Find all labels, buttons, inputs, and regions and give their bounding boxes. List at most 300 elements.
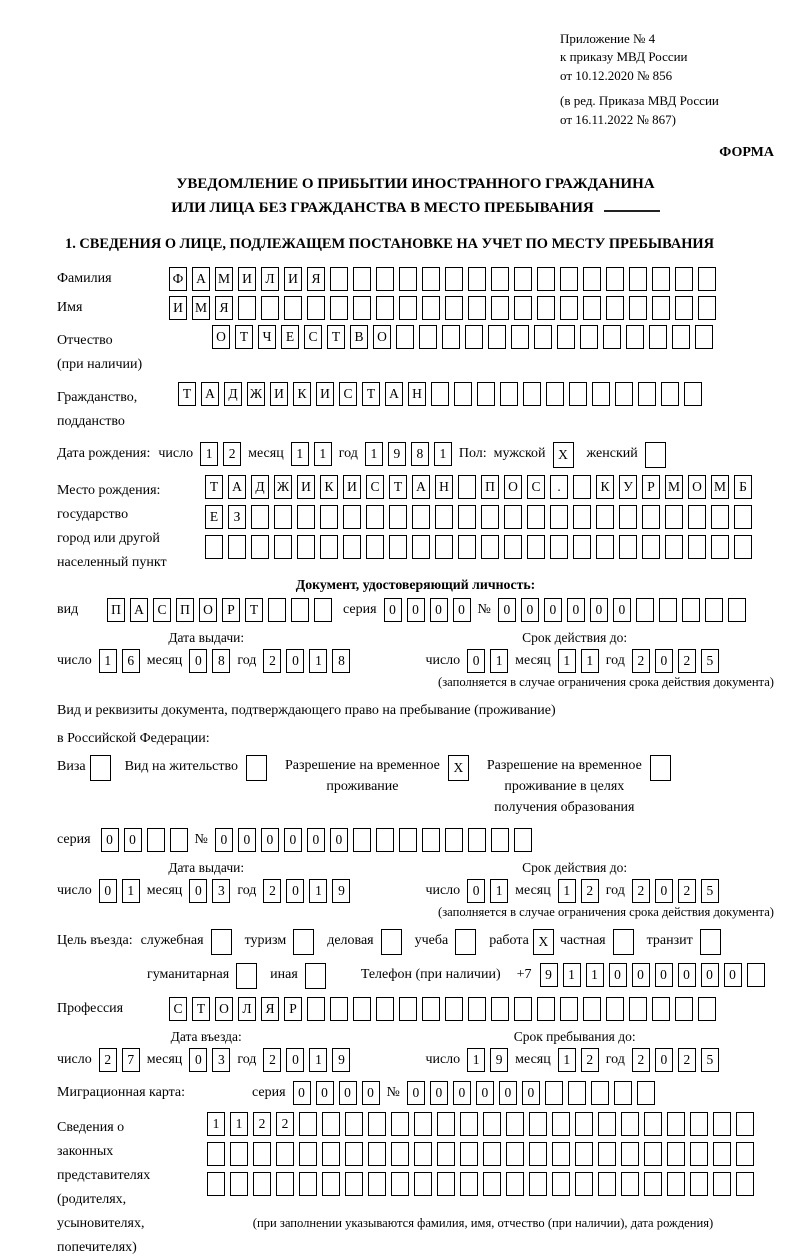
char-cell-empty[interactable]: [550, 505, 568, 529]
char-cell-filled[interactable]: 1: [365, 442, 383, 466]
char-cell-empty[interactable]: [504, 535, 522, 559]
char-cell-empty[interactable]: [330, 267, 348, 291]
char-cell-filled[interactable]: И: [270, 382, 288, 406]
char-cell-empty[interactable]: [688, 535, 706, 559]
char-cell-filled[interactable]: К: [293, 382, 311, 406]
char-cell-filled[interactable]: 1: [563, 963, 581, 987]
char-cell-empty[interactable]: [529, 1172, 547, 1196]
char-cell-filled[interactable]: Ж: [247, 382, 265, 406]
char-cell-filled[interactable]: С: [366, 475, 384, 499]
char-cell-filled[interactable]: 0: [522, 1081, 540, 1105]
char-cell-empty[interactable]: [552, 1112, 570, 1136]
char-cell-filled[interactable]: 0: [498, 598, 516, 622]
char-cell-empty[interactable]: [545, 1081, 563, 1105]
char-cell-empty[interactable]: [458, 475, 476, 499]
char-cell-empty[interactable]: [736, 1142, 754, 1166]
char-cell-filled[interactable]: 6: [122, 649, 140, 673]
char-cell-empty[interactable]: [606, 267, 624, 291]
char-cell-filled[interactable]: 1: [467, 1048, 485, 1072]
char-cell-filled[interactable]: 0: [286, 879, 304, 903]
char-cell-filled[interactable]: 2: [253, 1112, 271, 1136]
char-cell-filled[interactable]: У: [619, 475, 637, 499]
char-cell-filled[interactable]: 0: [293, 1081, 311, 1105]
char-cell-empty[interactable]: [629, 997, 647, 1021]
char-cell-filled[interactable]: 0: [655, 1048, 673, 1072]
char-cell-filled[interactable]: Д: [224, 382, 242, 406]
char-cell-empty[interactable]: [454, 382, 472, 406]
char-cell-empty[interactable]: [491, 296, 509, 320]
char-cell-filled[interactable]: 1: [314, 442, 332, 466]
char-cell-empty[interactable]: [644, 1172, 662, 1196]
char-cell-empty[interactable]: [747, 963, 765, 987]
char-cell-filled[interactable]: Б: [734, 475, 752, 499]
char-cell-empty[interactable]: [491, 997, 509, 1021]
char-cell-filled[interactable]: 0: [101, 828, 119, 852]
char-cell-filled[interactable]: А: [385, 382, 403, 406]
char-cell-filled[interactable]: И: [284, 267, 302, 291]
char-cell-empty[interactable]: [675, 267, 693, 291]
char-cell-empty[interactable]: [690, 1142, 708, 1166]
char-cell-empty[interactable]: [649, 325, 667, 349]
char-cell-filled[interactable]: М: [215, 267, 233, 291]
char-cell-empty[interactable]: [621, 1172, 639, 1196]
char-cell-filled[interactable]: 0: [590, 598, 608, 622]
char-cell-empty[interactable]: [422, 828, 440, 852]
char-cell-empty[interactable]: [537, 267, 555, 291]
char-cell-filled[interactable]: О: [504, 475, 522, 499]
char-cell-filled[interactable]: А: [201, 382, 219, 406]
char-cell-empty[interactable]: [431, 382, 449, 406]
char-cell-filled[interactable]: 0: [124, 828, 142, 852]
char-cell-empty[interactable]: [514, 296, 532, 320]
char-cell-empty[interactable]: [711, 535, 729, 559]
char-cell-filled[interactable]: 2: [581, 879, 599, 903]
char-cell-filled[interactable]: 2: [263, 649, 281, 673]
char-cell-filled[interactable]: 0: [453, 1081, 471, 1105]
char-cell-empty[interactable]: [381, 929, 402, 955]
char-cell-empty[interactable]: [90, 755, 111, 781]
char-cell-empty[interactable]: [376, 267, 394, 291]
char-cell-filled[interactable]: 5: [701, 879, 719, 903]
char-cell-empty[interactable]: [705, 598, 723, 622]
char-cell-filled[interactable]: Н: [408, 382, 426, 406]
char-cell-empty[interactable]: [619, 505, 637, 529]
char-cell-filled[interactable]: 0: [567, 598, 585, 622]
char-cell-empty[interactable]: [391, 1172, 409, 1196]
char-cell-filled[interactable]: Ж: [274, 475, 292, 499]
char-cell-empty[interactable]: [276, 1142, 294, 1166]
char-cell-filled[interactable]: А: [192, 267, 210, 291]
char-cell-empty[interactable]: [592, 382, 610, 406]
char-cell-filled[interactable]: 2: [678, 879, 696, 903]
char-cell-empty[interactable]: [598, 1112, 616, 1136]
char-cell-empty[interactable]: [626, 325, 644, 349]
char-cell-empty[interactable]: [483, 1172, 501, 1196]
char-cell-empty[interactable]: [557, 325, 575, 349]
char-cell-empty[interactable]: [523, 382, 541, 406]
char-cell-empty[interactable]: [468, 296, 486, 320]
char-cell-filled[interactable]: 0: [189, 649, 207, 673]
char-cell-empty[interactable]: [236, 963, 257, 989]
char-cell-filled[interactable]: Т: [205, 475, 223, 499]
char-cell-empty[interactable]: [170, 828, 188, 852]
char-cell-empty[interactable]: [445, 296, 463, 320]
char-cell-empty[interactable]: [353, 828, 371, 852]
char-cell-filled[interactable]: 2: [632, 649, 650, 673]
char-cell-filled[interactable]: С: [527, 475, 545, 499]
char-cell-empty[interactable]: [621, 1112, 639, 1136]
char-cell-filled[interactable]: 1: [490, 649, 508, 673]
char-cell-empty[interactable]: [293, 929, 314, 955]
char-cell-empty[interactable]: [253, 1172, 271, 1196]
char-cell-filled[interactable]: 1: [558, 879, 576, 903]
char-cell-empty[interactable]: [391, 1112, 409, 1136]
char-cell-empty[interactable]: [345, 1142, 363, 1166]
char-cell-filled[interactable]: 2: [263, 879, 281, 903]
char-cell-empty[interactable]: [514, 267, 532, 291]
char-cell-filled[interactable]: 0: [655, 879, 673, 903]
char-cell-empty[interactable]: [343, 535, 361, 559]
char-cell-empty[interactable]: [230, 1142, 248, 1166]
char-cell-empty[interactable]: [445, 997, 463, 1021]
char-cell-empty[interactable]: [514, 997, 532, 1021]
char-cell-filled[interactable]: 2: [678, 1048, 696, 1072]
char-cell-empty[interactable]: [230, 1172, 248, 1196]
char-cell-empty[interactable]: [481, 505, 499, 529]
char-cell-filled[interactable]: 0: [430, 1081, 448, 1105]
char-cell-empty[interactable]: [644, 1112, 662, 1136]
char-cell-empty[interactable]: [435, 535, 453, 559]
char-cell-filled[interactable]: О: [688, 475, 706, 499]
char-cell-filled[interactable]: Т: [235, 325, 253, 349]
char-cell-filled[interactable]: Т: [327, 325, 345, 349]
char-cell-empty[interactable]: [491, 828, 509, 852]
char-cell-empty[interactable]: [672, 325, 690, 349]
char-cell-empty[interactable]: [389, 505, 407, 529]
char-cell-empty[interactable]: [299, 1142, 317, 1166]
char-cell-empty[interactable]: [614, 1081, 632, 1105]
char-cell-empty[interactable]: [636, 598, 654, 622]
char-cell-empty[interactable]: [511, 325, 529, 349]
char-cell-empty[interactable]: [422, 997, 440, 1021]
char-cell-empty[interactable]: [460, 1142, 478, 1166]
char-cell-empty[interactable]: [419, 325, 437, 349]
char-cell-empty[interactable]: [399, 828, 417, 852]
char-cell-filled[interactable]: 2: [678, 649, 696, 673]
char-cell-filled[interactable]: 0: [430, 598, 448, 622]
char-cell-empty[interactable]: [713, 1142, 731, 1166]
char-cell-empty[interactable]: [261, 296, 279, 320]
char-cell-filled[interactable]: 1: [122, 879, 140, 903]
char-cell-empty[interactable]: [514, 828, 532, 852]
char-cell-filled[interactable]: Т: [192, 997, 210, 1021]
char-cell-empty[interactable]: [343, 505, 361, 529]
char-cell-filled[interactable]: X: [533, 929, 554, 955]
char-cell-empty[interactable]: [560, 997, 578, 1021]
char-cell-empty[interactable]: [665, 535, 683, 559]
char-cell-empty[interactable]: [575, 1112, 593, 1136]
char-cell-empty[interactable]: [465, 325, 483, 349]
char-cell-empty[interactable]: [477, 382, 495, 406]
char-cell-filled[interactable]: 0: [307, 828, 325, 852]
char-cell-filled[interactable]: 0: [609, 963, 627, 987]
char-cell-filled[interactable]: 0: [632, 963, 650, 987]
char-cell-empty[interactable]: [690, 1172, 708, 1196]
char-cell-empty[interactable]: [376, 296, 394, 320]
char-cell-empty[interactable]: [442, 325, 460, 349]
char-cell-empty[interactable]: [698, 296, 716, 320]
char-cell-filled[interactable]: О: [215, 997, 233, 1021]
char-cell-filled[interactable]: 0: [521, 598, 539, 622]
char-cell-empty[interactable]: [629, 267, 647, 291]
char-cell-empty[interactable]: [460, 1112, 478, 1136]
char-cell-empty[interactable]: [734, 535, 752, 559]
char-cell-empty[interactable]: [353, 296, 371, 320]
char-cell-empty[interactable]: [322, 1172, 340, 1196]
char-cell-empty[interactable]: [645, 442, 666, 468]
char-cell-filled[interactable]: Л: [238, 997, 256, 1021]
char-cell-empty[interactable]: [322, 1142, 340, 1166]
char-cell-empty[interactable]: [652, 997, 670, 1021]
char-cell-filled[interactable]: 0: [467, 649, 485, 673]
char-cell-filled[interactable]: П: [107, 598, 125, 622]
char-cell-empty[interactable]: [228, 535, 246, 559]
char-cell-empty[interactable]: [615, 382, 633, 406]
char-cell-empty[interactable]: [320, 505, 338, 529]
char-cell-empty[interactable]: [399, 296, 417, 320]
char-cell-filled[interactable]: С: [153, 598, 171, 622]
char-cell-filled[interactable]: 9: [332, 1048, 350, 1072]
char-cell-filled[interactable]: X: [553, 442, 574, 468]
char-cell-empty[interactable]: [583, 997, 601, 1021]
char-cell-empty[interactable]: [291, 598, 309, 622]
char-cell-filled[interactable]: Р: [284, 997, 302, 1021]
char-cell-empty[interactable]: [591, 1081, 609, 1105]
char-cell-filled[interactable]: 0: [613, 598, 631, 622]
char-cell-filled[interactable]: X: [448, 755, 469, 781]
char-cell-filled[interactable]: К: [320, 475, 338, 499]
char-cell-filled[interactable]: 1: [99, 649, 117, 673]
char-cell-filled[interactable]: К: [596, 475, 614, 499]
char-cell-empty[interactable]: [445, 828, 463, 852]
char-cell-filled[interactable]: 9: [490, 1048, 508, 1072]
char-cell-filled[interactable]: 0: [476, 1081, 494, 1105]
char-cell-filled[interactable]: А: [130, 598, 148, 622]
char-cell-filled[interactable]: 7: [122, 1048, 140, 1072]
char-cell-empty[interactable]: [644, 1142, 662, 1166]
char-cell-empty[interactable]: [345, 1112, 363, 1136]
char-cell-filled[interactable]: Т: [178, 382, 196, 406]
char-cell-filled[interactable]: Я: [215, 296, 233, 320]
char-cell-empty[interactable]: [422, 296, 440, 320]
char-cell-filled[interactable]: 2: [632, 1048, 650, 1072]
char-cell-empty[interactable]: [667, 1112, 685, 1136]
char-cell-empty[interactable]: [399, 267, 417, 291]
char-cell-filled[interactable]: 2: [276, 1112, 294, 1136]
char-cell-filled[interactable]: Н: [435, 475, 453, 499]
char-cell-empty[interactable]: [412, 535, 430, 559]
char-cell-empty[interactable]: [211, 929, 232, 955]
char-cell-filled[interactable]: П: [481, 475, 499, 499]
char-cell-filled[interactable]: 1: [291, 442, 309, 466]
char-cell-filled[interactable]: 0: [330, 828, 348, 852]
char-cell-empty[interactable]: [389, 535, 407, 559]
char-cell-empty[interactable]: [455, 929, 476, 955]
char-cell-filled[interactable]: А: [412, 475, 430, 499]
char-cell-filled[interactable]: 1: [558, 1048, 576, 1072]
char-cell-empty[interactable]: [330, 296, 348, 320]
char-cell-empty[interactable]: [583, 296, 601, 320]
char-cell-filled[interactable]: 0: [99, 879, 117, 903]
char-cell-filled[interactable]: 0: [384, 598, 402, 622]
char-cell-filled[interactable]: 0: [407, 1081, 425, 1105]
char-cell-empty[interactable]: [368, 1112, 386, 1136]
char-cell-filled[interactable]: 2: [99, 1048, 117, 1072]
char-cell-filled[interactable]: 0: [655, 963, 673, 987]
char-cell-filled[interactable]: С: [304, 325, 322, 349]
char-cell-empty[interactable]: [460, 1172, 478, 1196]
char-cell-empty[interactable]: [483, 1112, 501, 1136]
char-cell-filled[interactable]: 8: [411, 442, 429, 466]
char-cell-empty[interactable]: [711, 505, 729, 529]
char-cell-empty[interactable]: [560, 267, 578, 291]
char-cell-filled[interactable]: 1: [490, 879, 508, 903]
char-cell-empty[interactable]: [437, 1142, 455, 1166]
char-cell-filled[interactable]: 9: [388, 442, 406, 466]
char-cell-filled[interactable]: 0: [544, 598, 562, 622]
char-cell-filled[interactable]: 0: [284, 828, 302, 852]
char-cell-empty[interactable]: [274, 505, 292, 529]
char-cell-filled[interactable]: 9: [332, 879, 350, 903]
char-cell-empty[interactable]: [736, 1112, 754, 1136]
char-cell-empty[interactable]: [698, 997, 716, 1021]
char-cell-filled[interactable]: 2: [223, 442, 241, 466]
char-cell-empty[interactable]: [468, 828, 486, 852]
char-cell-empty[interactable]: [205, 535, 223, 559]
char-cell-empty[interactable]: [613, 929, 634, 955]
char-cell-empty[interactable]: [207, 1172, 225, 1196]
char-cell-empty[interactable]: [575, 1172, 593, 1196]
char-cell-filled[interactable]: 0: [316, 1081, 334, 1105]
char-cell-empty[interactable]: [366, 505, 384, 529]
char-cell-empty[interactable]: [550, 535, 568, 559]
char-cell-empty[interactable]: [368, 1142, 386, 1166]
char-cell-empty[interactable]: [481, 535, 499, 559]
char-cell-empty[interactable]: [299, 1112, 317, 1136]
char-cell-empty[interactable]: [376, 828, 394, 852]
char-cell-filled[interactable]: О: [212, 325, 230, 349]
char-cell-filled[interactable]: 2: [632, 879, 650, 903]
char-cell-filled[interactable]: 0: [189, 879, 207, 903]
char-cell-empty[interactable]: [665, 505, 683, 529]
char-cell-empty[interactable]: [568, 1081, 586, 1105]
char-cell-empty[interactable]: [458, 505, 476, 529]
char-cell-empty[interactable]: [596, 505, 614, 529]
char-cell-empty[interactable]: [583, 267, 601, 291]
char-cell-filled[interactable]: Т: [362, 382, 380, 406]
char-cell-filled[interactable]: 0: [407, 598, 425, 622]
char-cell-empty[interactable]: [238, 296, 256, 320]
char-cell-filled[interactable]: Р: [642, 475, 660, 499]
char-cell-filled[interactable]: 0: [261, 828, 279, 852]
char-cell-empty[interactable]: [575, 1142, 593, 1166]
char-cell-empty[interactable]: [573, 505, 591, 529]
char-cell-filled[interactable]: .: [550, 475, 568, 499]
char-cell-empty[interactable]: [468, 997, 486, 1021]
char-cell-empty[interactable]: [638, 382, 656, 406]
char-cell-empty[interactable]: [468, 267, 486, 291]
char-cell-empty[interactable]: [606, 296, 624, 320]
char-cell-empty[interactable]: [307, 296, 325, 320]
char-cell-filled[interactable]: Д: [251, 475, 269, 499]
char-cell-empty[interactable]: [276, 1172, 294, 1196]
char-cell-filled[interactable]: 1: [586, 963, 604, 987]
char-cell-empty[interactable]: [684, 382, 702, 406]
char-cell-filled[interactable]: 0: [724, 963, 742, 987]
char-cell-empty[interactable]: [353, 267, 371, 291]
char-cell-empty[interactable]: [399, 997, 417, 1021]
char-cell-filled[interactable]: 1: [200, 442, 218, 466]
char-cell-filled[interactable]: А: [228, 475, 246, 499]
char-cell-empty[interactable]: [207, 1142, 225, 1166]
char-cell-filled[interactable]: 8: [212, 649, 230, 673]
char-cell-filled[interactable]: О: [199, 598, 217, 622]
char-cell-empty[interactable]: [506, 1172, 524, 1196]
char-cell-empty[interactable]: [573, 535, 591, 559]
char-cell-filled[interactable]: О: [373, 325, 391, 349]
char-cell-filled[interactable]: Р: [222, 598, 240, 622]
char-cell-filled[interactable]: Ч: [258, 325, 276, 349]
char-cell-empty[interactable]: [606, 997, 624, 1021]
char-cell-empty[interactable]: [368, 1172, 386, 1196]
char-cell-empty[interactable]: [529, 1112, 547, 1136]
char-cell-empty[interactable]: [598, 1172, 616, 1196]
char-cell-filled[interactable]: 3: [212, 879, 230, 903]
char-cell-filled[interactable]: 0: [286, 1048, 304, 1072]
char-cell-filled[interactable]: 9: [540, 963, 558, 987]
char-cell-empty[interactable]: [598, 1142, 616, 1166]
char-cell-empty[interactable]: [506, 1142, 524, 1166]
char-cell-empty[interactable]: [345, 1172, 363, 1196]
char-cell-empty[interactable]: [652, 267, 670, 291]
char-cell-empty[interactable]: [504, 505, 522, 529]
char-cell-empty[interactable]: [483, 1142, 501, 1166]
char-cell-empty[interactable]: [330, 997, 348, 1021]
char-cell-empty[interactable]: [661, 382, 679, 406]
char-cell-empty[interactable]: [534, 325, 552, 349]
char-cell-empty[interactable]: [253, 1142, 271, 1166]
char-cell-empty[interactable]: [246, 755, 267, 781]
char-cell-empty[interactable]: [667, 1142, 685, 1166]
char-cell-empty[interactable]: [268, 598, 286, 622]
char-cell-filled[interactable]: 3: [212, 1048, 230, 1072]
char-cell-filled[interactable]: 1: [309, 649, 327, 673]
char-cell-empty[interactable]: [396, 325, 414, 349]
char-cell-filled[interactable]: Ф: [169, 267, 187, 291]
char-cell-filled[interactable]: 1: [309, 879, 327, 903]
char-cell-filled[interactable]: М: [665, 475, 683, 499]
char-cell-empty[interactable]: [695, 325, 713, 349]
char-cell-empty[interactable]: [629, 296, 647, 320]
char-cell-filled[interactable]: 1: [434, 442, 452, 466]
char-cell-empty[interactable]: [698, 267, 716, 291]
char-cell-empty[interactable]: [299, 1172, 317, 1196]
char-cell-empty[interactable]: [619, 535, 637, 559]
char-cell-filled[interactable]: П: [176, 598, 194, 622]
char-cell-filled[interactable]: 0: [678, 963, 696, 987]
char-cell-empty[interactable]: [506, 1112, 524, 1136]
char-cell-empty[interactable]: [412, 505, 430, 529]
